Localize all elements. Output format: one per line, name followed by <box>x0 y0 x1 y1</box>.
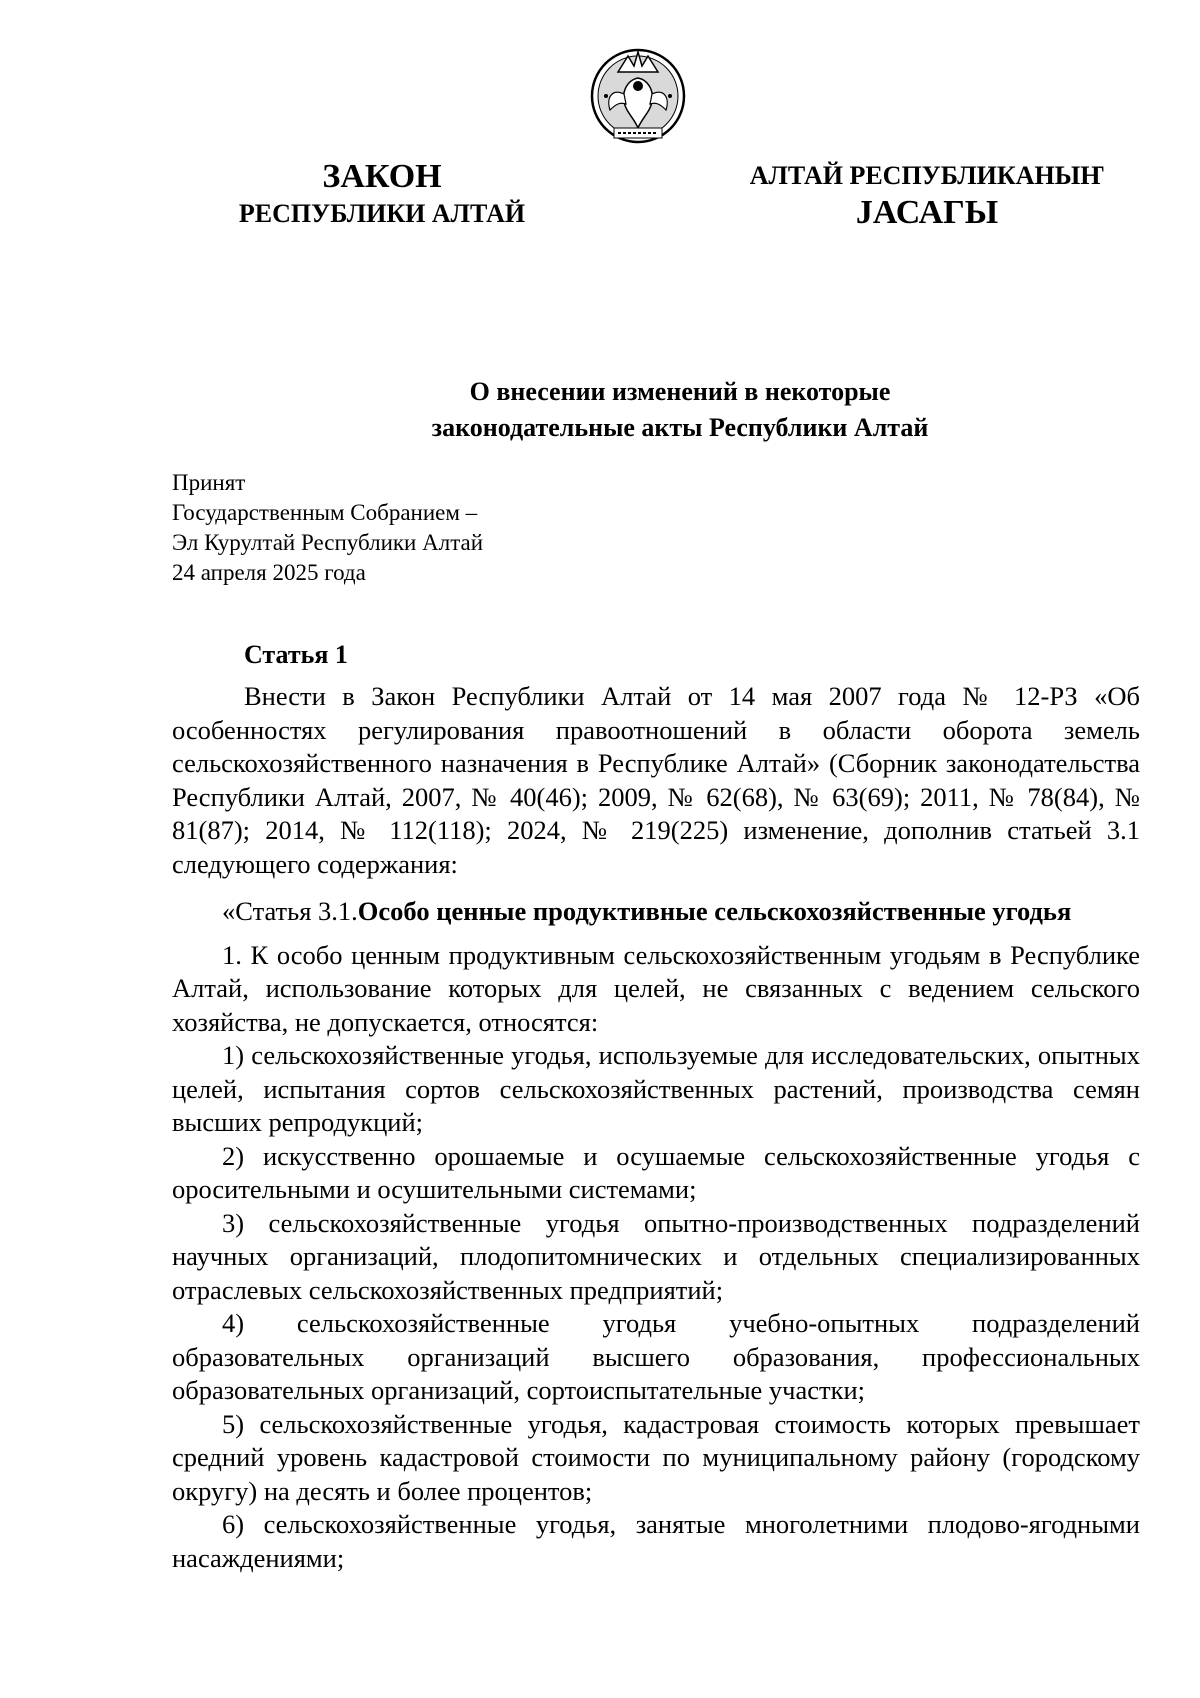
article-1-body <box>172 680 1140 1575</box>
law-header-subtitle: РЕСПУБЛИКИ АЛТАЙ <box>238 199 526 228</box>
list-item: 2) искусственно орошаемые и осушаемые сельскохозяйственные угодья с оросительными и осушительными системами; <box>172 1140 1140 1204</box>
law-title <box>380 374 980 446</box>
article-3-1-paragraph-1: 1. К особо ценным продуктивным сельскохозяйственным угодьям в Республике Алтай, использование которых для целей, не связанных с ведением сельского хозяйства, не допускается, относятся: <box>172 939 1140 1037</box>
article-3-1-prefix: «Статья 3.1. <box>222 896 358 926</box>
law-header-altai-line1: АЛТАЙ РЕСПУБЛИКАНЫҤ <box>749 161 1105 190</box>
article-3-1-title: Особо ценные продуктивные сельскохозяйственные угодья <box>357 896 1072 926</box>
law-header-russian <box>222 158 542 232</box>
list-item: 5) сельскохозяйственные угодья, кадастровая стоимость которых превышает средний уровень кадастровой стоимости по муниципальному району (городскому округу) на десять и более процентов; <box>172 1408 1140 1506</box>
law-header-altai-line2: JАСАГЫ <box>855 194 999 231</box>
article-1-intro: Внести в Закон Республики Алтай от 14 мая 2007 года № 12-РЗ «Об особенностях регулирования правоотношений в области оборота земель сельскохозяйственного назначения в Республике Алтай» (Сборник законодательства Республики Алтай, 2007, № 40(46); 2009, № 62(68), № 63(69); 2011, № 78(84), № 81(87); 2014, № 112(118); 2024, № 219(225) изменение, дополнив статьей 3.1 следующего содержания: <box>172 681 1140 879</box>
law-title-line2: законодательные акты Республики Алтай <box>431 413 929 442</box>
adoption-date: 24 апреля 2025 года <box>172 560 366 585</box>
list-item: 1) сельскохозяйственные угодья, используемые для исследовательских, опытных целей, испытания сортов сельскохозяйственных растений, производства семян высших репродукций; <box>172 1040 1140 1137</box>
law-header-title: ЗАКОН <box>322 158 442 195</box>
adoption-line1: Принят <box>172 470 246 495</box>
law-header-altai <box>732 158 1122 232</box>
list-item: 6) сельскохозяйственные угодья, занятые многолетними плодово-ягодными насаждениями; <box>172 1509 1140 1573</box>
law-title-line1: О внесении изменений в некоторые <box>469 377 891 406</box>
adoption-block <box>172 468 592 588</box>
adoption-line2: Государственным Собранием – <box>172 500 478 525</box>
list-item: 4) сельскохозяйственные угодья учебно-опытных подразделений образовательных организаций высшего образования, профессиональных образовательных организаций, сортоиспытательные участки; <box>172 1308 1140 1405</box>
article-3-1-heading <box>172 895 1140 929</box>
adoption-line3: Эл Курултай Республики Алтай <box>172 530 484 555</box>
list-item: 3) сельскохозяйственные угодья опытно-производственных подразделений научных организаций, плодопитомнических и отдельных специализированных отраслевых сельскохозяйственных предприятий; <box>172 1207 1140 1305</box>
coat-of-arms-emblem <box>588 44 688 152</box>
article-1-heading: Статья 1 <box>244 640 348 669</box>
